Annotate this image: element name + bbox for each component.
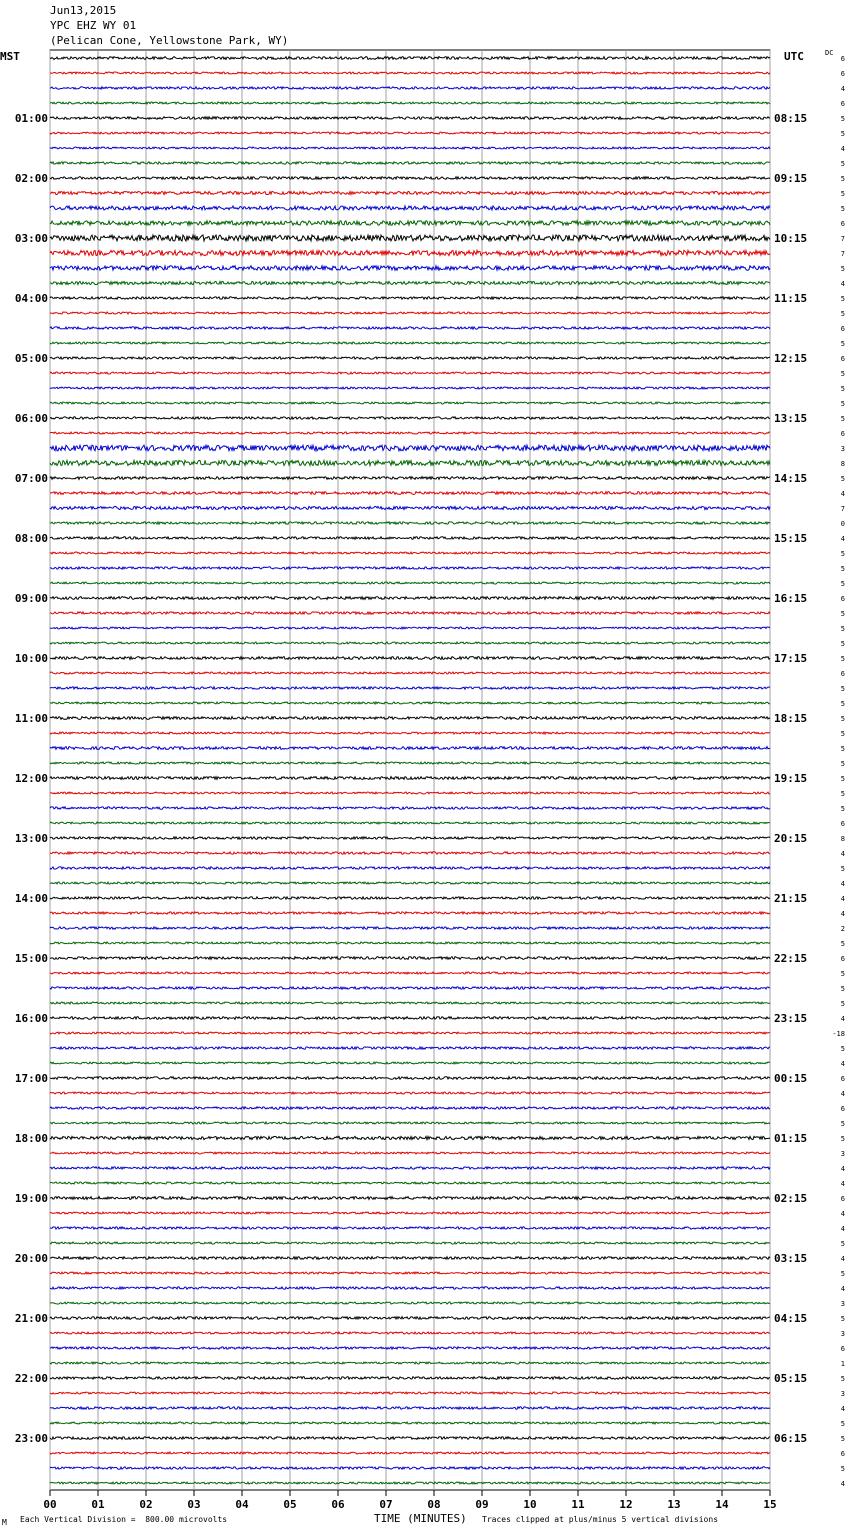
seismic-trace: [50, 1152, 770, 1154]
station-location: (Pelican Cone, Yellowstone Park, WY): [50, 34, 289, 47]
seismic-trace: [50, 327, 770, 329]
seismic-trace: [50, 522, 770, 524]
seismic-trace: [50, 191, 770, 194]
mst-hour-label: 14:00: [14, 892, 48, 905]
dc-offset-value: 4: [840, 145, 845, 153]
dc-offset-value: 5: [840, 205, 845, 213]
dc-offset-value: 5: [840, 160, 845, 168]
seismic-trace: [50, 807, 770, 809]
utc-hour-label: 12:15: [774, 352, 808, 365]
dc-offset-value: 3: [840, 1150, 845, 1158]
dc-offset-value: 5: [840, 805, 845, 813]
dc-offset-value: 5: [840, 700, 845, 708]
seismic-trace: [50, 867, 770, 869]
x-tick-label: 04: [235, 1498, 249, 1511]
dc-offset-value: 2: [840, 925, 845, 933]
seismic-trace: [50, 87, 770, 89]
seismic-trace: [50, 792, 770, 794]
seismic-trace: [50, 1272, 770, 1274]
dc-offset-value: 6: [840, 955, 845, 963]
utc-hour-label: 01:15: [774, 1132, 808, 1145]
mst-hour-label: 02:00: [14, 172, 48, 185]
seismic-trace: [50, 747, 770, 750]
dc-offset-value: 6: [840, 1105, 845, 1113]
dc-offset-value: 5: [840, 625, 845, 633]
dc-offset-value: 7: [840, 505, 845, 513]
mst-hour-label: 08:00: [14, 532, 48, 545]
dc-offset-value: 4: [840, 1180, 845, 1188]
x-tick-label: 10: [523, 1498, 537, 1511]
dc-offset-value: 6: [840, 325, 845, 333]
seismic-trace: [50, 612, 770, 614]
seismic-trace: [50, 1362, 770, 1364]
x-tick-label: 08: [427, 1498, 441, 1511]
dc-offset-value: 4: [840, 535, 845, 543]
dc-offset-value: 5: [840, 940, 845, 948]
dc-offset-value: 5: [840, 475, 845, 483]
plot-date: Jun13,2015: [50, 4, 117, 17]
dc-offset-header: DC: [825, 49, 834, 57]
dc-offset-value: 5: [840, 1315, 845, 1323]
seismic-trace: [50, 57, 770, 60]
x-tick-label: 02: [139, 1498, 153, 1511]
mst-hour-label: 07:00: [14, 472, 48, 485]
seismic-trace: [50, 957, 770, 960]
utc-hour-label: 19:15: [774, 772, 808, 785]
seismic-trace: [50, 1242, 770, 1244]
seismic-trace: [50, 1452, 770, 1454]
dc-offset-value: 5: [840, 775, 845, 783]
seismic-trace: [50, 1136, 770, 1139]
dc-offset-value: 3: [840, 1300, 845, 1308]
seismic-trace: [50, 445, 770, 451]
dc-offset-value: 5: [840, 640, 845, 648]
mst-hour-label: 13:00: [14, 832, 48, 845]
utc-hour-label: 20:15: [774, 832, 808, 845]
seismic-trace: [50, 1032, 770, 1034]
seismic-trace: [50, 552, 770, 554]
seismic-trace: [50, 1482, 770, 1484]
seismic-trace: [50, 1287, 770, 1289]
dc-offset-value: 6: [840, 70, 845, 78]
dc-offset-value: 6: [840, 820, 845, 828]
seismic-trace: [50, 102, 770, 104]
dc-offset-value: 5: [840, 610, 845, 618]
seismic-trace: [50, 897, 770, 899]
dc-offset-value: 6: [840, 1345, 845, 1353]
seismic-trace: [50, 567, 770, 569]
mst-hour-label: 17:00: [14, 1072, 48, 1085]
x-tick-label: 13: [667, 1498, 681, 1511]
dc-offset-value: 5: [840, 985, 845, 993]
seismic-trace: [50, 1332, 770, 1334]
dc-offset-value: 0: [840, 520, 845, 528]
utc-hour-label: 13:15: [774, 412, 808, 425]
mst-hour-label: 15:00: [14, 952, 48, 965]
utc-hour-label: 15:15: [774, 532, 808, 545]
right-timezone-label: UTC: [784, 50, 804, 63]
dc-offset-value: 3: [840, 1330, 845, 1338]
dc-offset-value: 4: [840, 1210, 845, 1218]
seismic-trace: [50, 1212, 770, 1214]
seismic-trace: [50, 372, 770, 374]
dc-offset-value: 5: [840, 865, 845, 873]
vertical-division-note: Each Vertical Division = 800.00 microvolts: [20, 1515, 228, 1524]
utc-hour-label: 17:15: [774, 652, 808, 665]
dc-offset-value: 6: [840, 430, 845, 438]
seismic-trace: [50, 1422, 770, 1424]
seismic-trace: [50, 250, 770, 255]
seismic-trace: [50, 1047, 770, 1049]
dc-offset-value: 6: [840, 1450, 845, 1458]
seismic-trace: [50, 942, 770, 944]
dc-offset-value: 5: [840, 295, 845, 303]
seismic-trace: [50, 687, 770, 689]
seismic-trace: [50, 162, 770, 164]
utc-hour-label: 04:15: [774, 1312, 808, 1325]
dc-offset-value: 4: [840, 1060, 845, 1068]
seismic-trace: [50, 1062, 770, 1064]
dc-offset-value: 5: [840, 970, 845, 978]
seismic-trace: [50, 387, 770, 389]
dc-offset-value: 5: [840, 715, 845, 723]
utc-hour-label: 18:15: [774, 712, 808, 725]
x-tick-label: 01: [91, 1498, 105, 1511]
seismic-trace: [50, 1347, 770, 1349]
scale-mark: M: [2, 1518, 7, 1527]
seismic-trace: [50, 627, 770, 629]
utc-hour-label: 14:15: [774, 472, 808, 485]
dc-offset-value: 1: [840, 1360, 845, 1368]
dc-offset-value: 5: [840, 1435, 845, 1443]
dc-offset-value: 5: [840, 370, 845, 378]
dc-offset-value: 5: [840, 1000, 845, 1008]
dc-offset-value: 4: [840, 1405, 845, 1413]
dc-offset-value: 5: [840, 1420, 845, 1428]
dc-offset-value: 5: [840, 685, 845, 693]
utc-hour-label: 22:15: [774, 952, 808, 965]
seismic-trace: [50, 1377, 770, 1380]
seismic-trace: [50, 1167, 770, 1169]
x-tick-label: 06: [331, 1498, 345, 1511]
dc-offset-value: 6: [840, 355, 845, 363]
dc-offset-value: 5: [840, 790, 845, 798]
mst-hour-label: 01:00: [14, 112, 48, 125]
mst-hour-label: 10:00: [14, 652, 48, 665]
seismic-trace: [50, 206, 770, 210]
seismic-trace: [50, 702, 770, 704]
seismic-trace: [50, 281, 770, 284]
utc-hour-label: 21:15: [774, 892, 808, 905]
dc-offset-value: 5: [840, 1240, 845, 1248]
x-tick-label: 05: [283, 1498, 297, 1511]
utc-hour-label: 23:15: [774, 1012, 808, 1025]
dc-offset-value: 4: [840, 880, 845, 888]
dc-offset-value: 5: [840, 115, 845, 123]
x-tick-label: 15: [763, 1498, 777, 1511]
seismic-trace: [50, 852, 770, 854]
dc-offset-value: 6: [840, 1075, 845, 1083]
seismic-trace: [50, 597, 770, 600]
dc-offset-value: 4: [840, 1225, 845, 1233]
mst-hour-label: 23:00: [14, 1432, 48, 1445]
dc-offset-value: 7: [840, 250, 845, 258]
x-tick-label: 11: [571, 1498, 585, 1511]
dc-offset-value: 4: [840, 850, 845, 858]
dc-offset-value: 4: [840, 1015, 845, 1023]
seismic-trace: [50, 672, 770, 674]
seismic-trace: [50, 132, 770, 134]
dc-offset-value: 5: [840, 310, 845, 318]
dc-offset-value: 5: [840, 130, 845, 138]
dc-offset-value: 4: [840, 1090, 845, 1098]
mst-hour-label: 06:00: [14, 412, 48, 425]
seismic-trace: [50, 432, 770, 434]
dc-offset-value: 5: [840, 550, 845, 558]
dc-offset-value: 4: [840, 85, 845, 93]
seismic-trace: [50, 1182, 770, 1184]
seismic-trace: [50, 927, 770, 929]
seismic-trace: [50, 1407, 770, 1409]
seismic-trace: [50, 402, 770, 404]
dc-offset-value: 5: [840, 1045, 845, 1053]
seismic-trace: [50, 1002, 770, 1004]
dc-offset-value: 7: [840, 235, 845, 243]
seismic-trace: [50, 972, 770, 974]
seismic-trace: [50, 1317, 770, 1320]
dc-offset-value: 4: [840, 280, 845, 288]
seismic-trace: [50, 72, 770, 74]
mst-hour-label: 12:00: [14, 772, 48, 785]
x-tick-label: 14: [715, 1498, 729, 1511]
seismic-trace: [50, 1197, 770, 1200]
dc-offset-value: 4: [840, 1255, 845, 1263]
seismic-trace: [50, 221, 770, 225]
seismic-trace: [50, 657, 770, 660]
dc-offset-value: 6: [840, 1195, 845, 1203]
left-timezone-label: MST: [0, 50, 20, 63]
dc-offset-value: 5: [840, 1465, 845, 1473]
dc-offset-value: 6: [840, 55, 845, 63]
seismic-trace: [50, 177, 770, 180]
utc-hour-label: 09:15: [774, 172, 808, 185]
seismic-trace: [50, 762, 770, 764]
dc-offset-value: 5: [840, 190, 845, 198]
mst-hour-label: 05:00: [14, 352, 48, 365]
seismic-trace: [50, 342, 770, 344]
utc-hour-label: 06:15: [774, 1432, 808, 1445]
mst-hour-label: 09:00: [14, 592, 48, 605]
utc-hour-label: 16:15: [774, 592, 808, 605]
dc-offset-value: 6: [840, 595, 845, 603]
seismic-trace: [50, 537, 770, 539]
dc-offset-value: 6: [840, 220, 845, 228]
seismic-trace: [50, 987, 770, 989]
seismic-trace: [50, 417, 770, 419]
seismic-trace: [50, 642, 770, 644]
x-tick-label: 00: [43, 1498, 57, 1511]
mst-hour-label: 20:00: [14, 1252, 48, 1265]
dc-offset-value: 5: [840, 730, 845, 738]
dc-offset-value: 4: [840, 895, 845, 903]
mst-hour-label: 22:00: [14, 1372, 48, 1385]
mst-hour-label: 19:00: [14, 1192, 48, 1205]
dc-offset-value: 3: [840, 1390, 845, 1398]
utc-hour-label: 02:15: [774, 1192, 808, 1205]
dc-offset-value: 8: [840, 835, 845, 843]
seismic-trace: [50, 460, 770, 465]
seismic-trace: [50, 1077, 770, 1080]
x-tick-label: 07: [379, 1498, 393, 1511]
utc-hour-label: 03:15: [774, 1252, 808, 1265]
dc-offset-value: 5: [840, 655, 845, 663]
mst-hour-label: 04:00: [14, 292, 48, 305]
seismic-trace: [50, 117, 770, 120]
seismic-trace: [50, 1017, 770, 1020]
seismic-trace: [50, 837, 770, 839]
seismic-trace: [50, 235, 770, 241]
seismic-trace: [50, 1467, 770, 1469]
seismic-trace: [50, 1302, 770, 1304]
dc-offset-value: 5: [840, 265, 845, 273]
seismic-trace: [50, 357, 770, 359]
utc-hour-label: 00:15: [774, 1072, 808, 1085]
utc-hour-label: 08:15: [774, 112, 808, 125]
x-tick-label: 12: [619, 1498, 633, 1511]
utc-hour-label: 11:15: [774, 292, 808, 305]
seismic-trace: [50, 912, 770, 914]
seismic-trace: [50, 777, 770, 780]
x-tick-label: 03: [187, 1498, 201, 1511]
dc-offset-value: 5: [840, 1135, 845, 1143]
dc-offset-value: 5: [840, 565, 845, 573]
seismic-trace: [50, 582, 770, 584]
dc-offset-value: 4: [840, 1480, 845, 1488]
dc-offset-value: 6: [840, 100, 845, 108]
seismic-trace: [50, 882, 770, 884]
clipping-note: Traces clipped at plus/minus 5 vertical divisions: [482, 1515, 719, 1524]
mst-hour-label: 21:00: [14, 1312, 48, 1325]
seismic-trace: [50, 477, 770, 480]
seismic-trace: [50, 1122, 770, 1124]
station-id: YPC EHZ WY 01: [50, 19, 137, 32]
seismic-trace: [50, 1257, 770, 1260]
dc-offset-value: 5: [840, 175, 845, 183]
x-axis-title: TIME (MINUTES): [374, 1512, 467, 1525]
dc-offset-value: 5: [840, 1120, 845, 1128]
dc-offset-value: 5: [840, 1375, 845, 1383]
x-tick-label: 09: [475, 1498, 489, 1511]
dc-offset-value: 5: [840, 340, 845, 348]
dc-offset-value: 8: [840, 460, 845, 468]
utc-hour-label: 10:15: [774, 232, 808, 245]
mst-hour-label: 16:00: [14, 1012, 48, 1025]
mst-hour-label: 03:00: [14, 232, 48, 245]
seismic-trace: [50, 1437, 770, 1440]
dc-offset-value: 5: [840, 415, 845, 423]
dc-offset-value: 4: [840, 1285, 845, 1293]
seismic-trace: [50, 312, 770, 314]
dc-offset-value: 5: [840, 580, 845, 588]
seismic-trace: [50, 732, 770, 734]
dc-offset-value: 6: [840, 670, 845, 678]
dc-offset-value: 5: [840, 1270, 845, 1278]
dc-offset-value: 5: [840, 745, 845, 753]
seismic-trace: [50, 822, 770, 824]
dc-offset-value: 5: [840, 385, 845, 393]
seismic-trace: [50, 1107, 770, 1109]
dc-offset-value: 4: [840, 490, 845, 498]
dc-offset-value: 3: [840, 445, 845, 453]
seismic-trace: [50, 506, 770, 509]
dc-offset-value: 5: [840, 400, 845, 408]
seismic-trace: [50, 266, 770, 270]
mst-hour-label: 18:00: [14, 1132, 48, 1145]
seismic-trace: [50, 1092, 770, 1094]
dc-offset-value: 5: [840, 760, 845, 768]
seismic-trace: [50, 297, 770, 299]
seismic-trace: [50, 147, 770, 149]
seismic-trace: [50, 1392, 770, 1394]
dc-offset-value: 4: [840, 910, 845, 918]
seismic-trace: [50, 717, 770, 720]
dc-offset-value: -18: [832, 1030, 845, 1038]
seismic-trace: [50, 1227, 770, 1229]
utc-hour-label: 05:15: [774, 1372, 808, 1385]
mst-hour-label: 11:00: [14, 712, 48, 725]
dc-offset-value: 4: [840, 1165, 845, 1173]
seismic-trace: [50, 492, 770, 495]
